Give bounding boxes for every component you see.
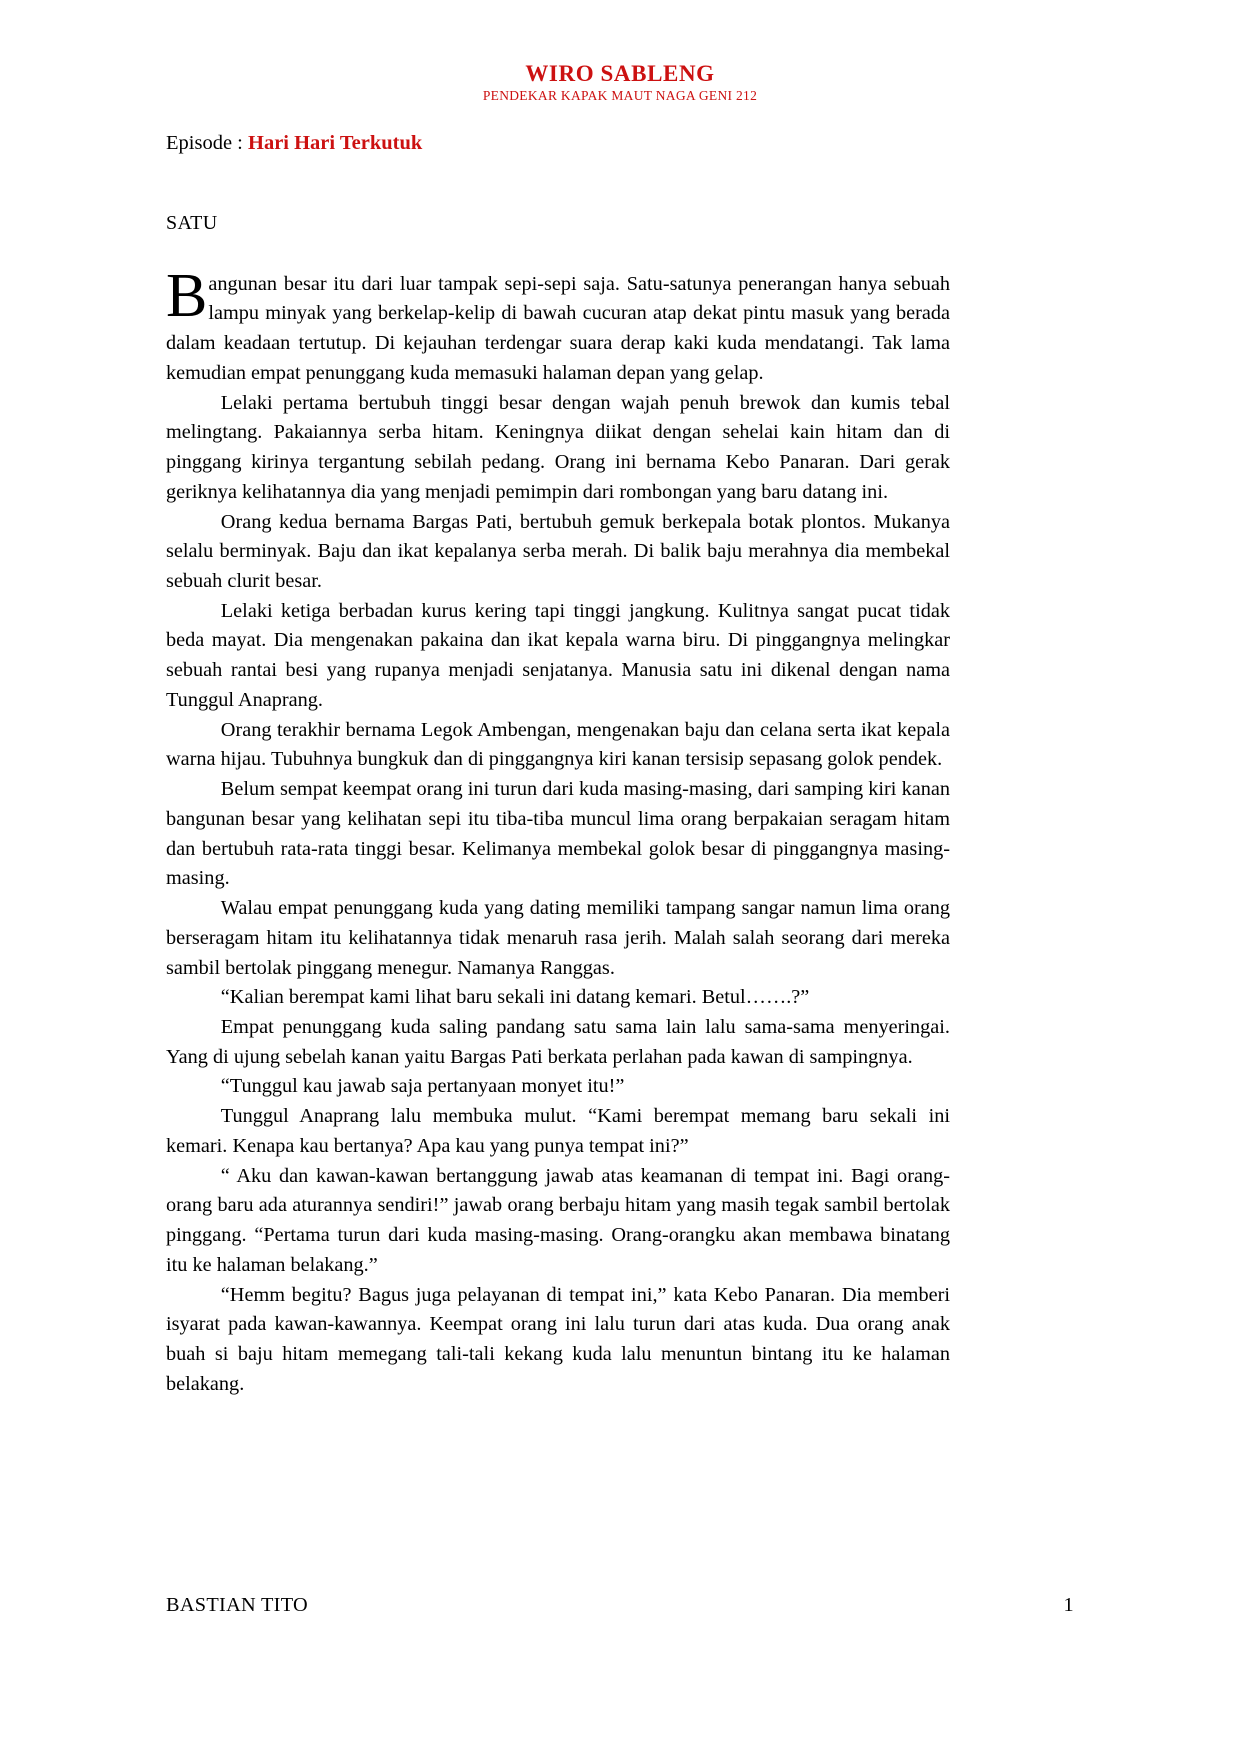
paragraph-text: Orang terakhir bernama Legok Ambengan, mengenakan baju dan celana serta ikat kepala warna hijau. Tubuhnya bungkuk dan di pinggangnya kiri kanan tersisip sepasang golok pendek.	[166, 718, 950, 771]
paragraph-text: angunan besar itu dari luar tampak sepi-sepi saja. Satu-satunya penerangan hanya sebuah lampu minyak yang berkelap-kelip di bawah cucuran atap dekat pintu masuk yang berada dalam keadaan tertutup. Di kejauhan terdengar suara derap kaki kuda mendatangi. Tak lama kemudian empat penunggang kuda memasuki halaman depan yang gelap.	[166, 272, 950, 384]
document-footer	[166, 1594, 1074, 1617]
dialogue-paragraph	[166, 983, 950, 1013]
drop-cap-letter: B	[166, 261, 208, 330]
episode-title: Hari Hari Terkutuk	[248, 132, 423, 154]
paragraph-text: Walau empat penunggang kuda yang dating memiliki tampang sangar namun lima orang berseragam hitam itu kelihatannya tidak menaruh rasa jerih. Malah salah seorang dari mereka sambil bertolak pinggang menegur. Namanya Ranggas.	[166, 897, 950, 979]
footer-page-number: 1	[1063, 1594, 1074, 1616]
paragraph	[166, 389, 950, 508]
dialogue-paragraph	[166, 1281, 950, 1400]
paragraph	[166, 894, 950, 983]
paragraph-text: Belum sempat keempat orang ini turun dari kuda masing-masing, dari samping kiri kanan bangunan besar yang kelihatan sepi itu tiba-tiba muncul lima orang berpakaian seragam hitam dan bertubuh rata-rata tinggi besar. Kelimanya membekal golok besar di pinggangnya masing-masing.	[166, 778, 950, 890]
paragraph-text: Orang kedua bernama Bargas Pati, bertubuh gemuk berkepala botak plontos. Mukanya selalu berminyak. Baju dan ikat kepalanya serba merah. Di balik baju merahnya dia membekal sebuah clurit besar.	[166, 510, 950, 592]
paragraph	[166, 508, 950, 597]
body-text	[166, 261, 950, 1400]
paragraph	[166, 1013, 950, 1072]
paragraph	[166, 775, 950, 894]
paragraph-text: Tunggul Anaprang lalu membuka mulut. “Kami berempat memang baru sekali ini kemari. Kenapa kau bertanya? Apa kau yang punya tempat ini?”	[166, 1105, 950, 1157]
series-subtitle: PENDEKAR KAPAK MAUT NAGA GENI 212	[482, 88, 758, 104]
paragraph-text: Lelaki pertama bertubuh tinggi besar dengan wajah penuh brewok dan kumis tebal melingtang. Pakaiannya serba hitam. Keningnya diikat dengan sehelai kain hitam dan di pinggang kirinya tergantung sebilah pedang. Orang ini bernama Kebo Panaran. Dari gerak geriknya kelihatannya dia yang menjadi pemimpin dari rombongan yang baru datang ini.	[166, 391, 950, 503]
paragraph	[166, 261, 950, 389]
document-content	[166, 130, 950, 1400]
document-header	[0, 62, 1240, 103]
episode-line	[166, 130, 950, 157]
dialogue-paragraph	[166, 1072, 950, 1102]
footer-author: BASTIAN TITO	[166, 1594, 309, 1616]
paragraph-text: “Kalian berempat kami lihat baru sekali ini datang kemari. Betul…….?”	[220, 986, 810, 1009]
dialogue-paragraph	[166, 1162, 950, 1281]
paragraph-text: “ Aku dan kawan-kawan bertanggung jawab atas keamanan di tempat ini. Bagi orang-orang baru ada aturannya sendiri!” jawab orang berbaju hitam yang masih tegak sambil bertolak pinggang. “Pertama turun dari kuda masing-masing. Orang-orangku akan membawa binatang itu ke halaman belakang.”	[166, 1164, 950, 1276]
paragraph	[166, 716, 950, 775]
paragraph-text: “Tunggul kau jawab saja pertanyaan monyet itu!”	[220, 1075, 625, 1098]
paragraph-text: Empat penunggang kuda saling pandang satu sama lain lalu sama-sama menyeringai. Yang di ujung sebelah kanan yaitu Bargas Pati berkata perlahan pada kawan di sampingnya.	[166, 1016, 950, 1068]
chapter-heading: SATU	[166, 211, 218, 234]
series-title: WIRO SABLENG	[525, 61, 715, 86]
dialogue-paragraph	[166, 1102, 950, 1161]
paragraph-text: Lelaki ketiga berbadan kurus kering tapi tinggi jangkung. Kulitnya sangat pucat tidak beda mayat. Dia mengenakan pakaina dan ikat kepala warna biru. Di pinggangnya melingkar sebuah rantai besi yang rupanya menjadi senjatanya. Manusia satu ini dikenal dengan nama Tunggul Anaprang.	[166, 599, 950, 711]
paragraph	[166, 597, 950, 716]
episode-label: Episode :	[166, 132, 248, 154]
paragraph-text: “Hemm begitu? Bagus juga pelayanan di tempat ini,” kata Kebo Panaran. Dia memberi isyarat pada kawan-kawannya. Keempat orang ini lalu turun dari atas kuda. Dua orang anak buah si baju hitam memegang tali-tali kekang kuda lalu menuntun bintang itu ke halaman belakang.	[166, 1283, 950, 1395]
